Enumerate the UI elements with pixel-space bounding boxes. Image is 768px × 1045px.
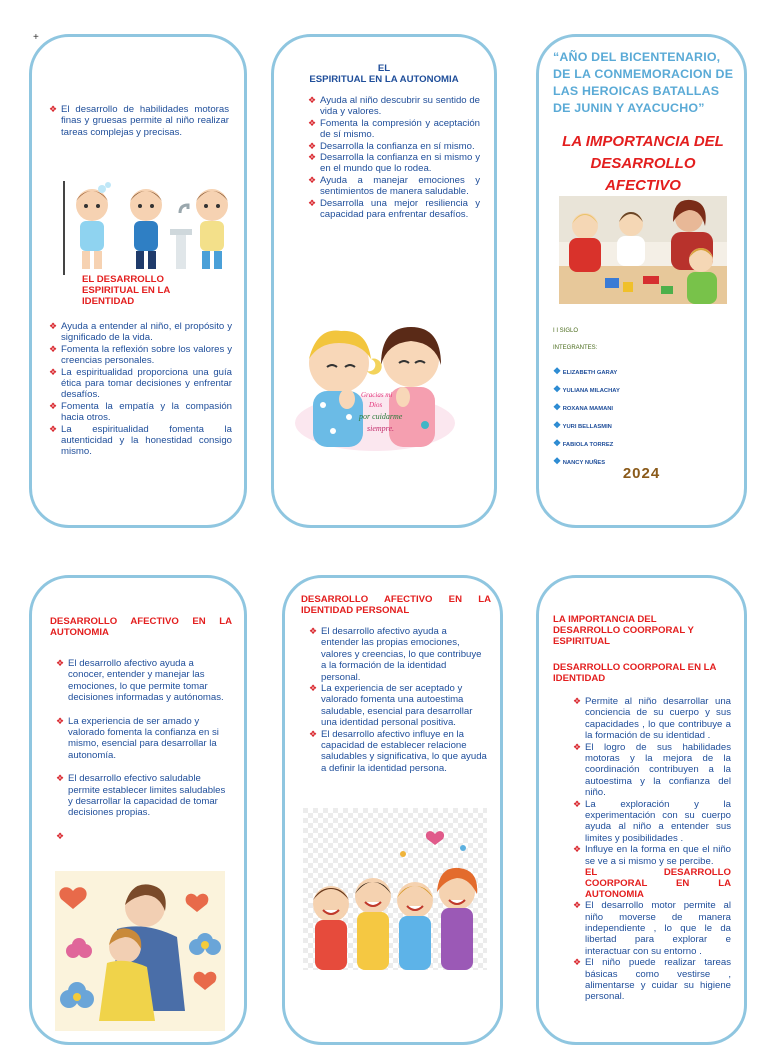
- affective-identity-list: [309, 626, 487, 774]
- panel-spiritual-autonomy: [271, 34, 497, 528]
- section-heading: LA IMPORTANCIA DEL DESARROLLO COORPORAL Y ESPIRITUAL: [553, 614, 694, 647]
- intro-list: [49, 104, 229, 138]
- image-caption-line: Gracias mi: [361, 391, 393, 399]
- spiritual-identity-list: [49, 321, 232, 458]
- list-item: ❖ La exploración y la experimentación con su cuerpo ayuda al niño a entender sus limites y posibilidades .: [573, 799, 731, 845]
- panel-body-spiritual: [536, 575, 747, 1045]
- section-heading: DESARROLLO AFECTIVO EN LA IDENTIDAD PERSONAL: [301, 594, 491, 616]
- list-item: ❖ Desarrolla la confianza en sí mismo.: [308, 141, 480, 152]
- list-item: ❖ Ayuda al niño descubrir su sentido de vida y valores.: [308, 95, 480, 118]
- image-caption-line: por cuidarme: [359, 412, 403, 421]
- plus-mark: +: [33, 32, 39, 43]
- body-identity-list: [573, 696, 731, 1003]
- list-item: ❖ Fomenta la compresión y aceptación de sí mismo.: [308, 118, 480, 141]
- diamond-bullet-icon: ❖: [553, 455, 562, 466]
- diamond-bullet-icon: ❖: [553, 437, 562, 448]
- list-item: ❖ Desarrolla una mejor resiliencia y capacidad para enfrentar desafíos.: [308, 198, 480, 221]
- list-item: ❖ El desarrollo afectivo influye en la capacidad de establecer relacione saludables y significativa, lo que ayuda a definir la identidad persona.: [309, 729, 487, 775]
- list-item: ❖ Ayuda a entender al niño, el propósito y significado de la vida.: [49, 321, 232, 344]
- panel-cover: [536, 34, 747, 528]
- affective-autonomy-list: [56, 658, 228, 842]
- list-item: ❖ El logro de sus habilidades motoras y la mejora de la coordinación contribuyen a la autoestima y la confianza del niño.: [573, 742, 731, 799]
- members-label: INTEGRANTES:: [553, 345, 598, 351]
- diamond-bullet-icon: ❖: [553, 419, 562, 430]
- diamond-bullet-icon: ❖: [553, 383, 562, 394]
- list-item: ❖ La espiritualidad proporciona una guía ética para tomar decisiones y enfrentar desafíos.: [49, 367, 232, 401]
- members-list: [553, 364, 733, 471]
- member-item: ❖ YULIANA MILACHAY: [553, 383, 620, 394]
- subsection-heading: DESARROLLO COORPORAL EN LA IDENTIDAD: [553, 662, 717, 684]
- list-item: ❖ Fomenta la empatía y la compasión hacia otros.: [49, 401, 232, 424]
- list-item: ❖ El desarrollo de habilidades motoras finas y gruesas permite al niño realizar tareas complejas y precisas.: [49, 104, 229, 138]
- heading-line: EL: [377, 63, 391, 74]
- image-caption-line: Dios: [369, 401, 383, 409]
- member-item: ❖ ROXANA MAMANI: [553, 401, 614, 412]
- spiritual-autonomy-list: [308, 95, 480, 220]
- panel-motor-spiritual-identity: [29, 34, 247, 528]
- list-item: ❖ Ayuda a manejar emociones y sentimientos de manera saludable.: [308, 175, 480, 198]
- list-item: ❖ Fomenta la reflexión sobre los valores y creencias personales.: [49, 344, 232, 367]
- section-heading: EL DESARROLLO ESPIRITUAL EN LA IDENTIDAD: [82, 274, 170, 307]
- list-item: ❖ La experiencia de ser amado y valorado fomenta la confianza en si mismo, esencial para desarrollar la autonomía.: [56, 716, 228, 762]
- member-item: ❖ FABIOLA TORREZ: [553, 437, 614, 448]
- list-item: [56, 831, 228, 842]
- family-hug-illustration: [55, 871, 225, 1031]
- panel-affective-autonomy: [29, 575, 247, 1045]
- diamond-bullet-icon: ❖: [553, 366, 562, 376]
- member-item: ❖ YURI BELLASMIN: [553, 419, 612, 430]
- member-item: ❖ ELIZABETH GARAY: [553, 366, 618, 376]
- list-item: ❖ El desarrollo motor permite al niño moverse de manera independiente , lo que le da libertad para explorar e interactuar con su entorno .: [573, 900, 731, 957]
- section-heading: [274, 63, 494, 85]
- kids-hygiene-illustration: [62, 179, 240, 275]
- list-item: ❖ Influye en la forma en que el niño se ve a si mismo y se percibe.: [573, 844, 731, 867]
- member-item: ❖ NANCY NUÑES: [553, 455, 606, 466]
- list-item: ❖ El desarrollo afectivo ayuda a entender las propias emociones, valores y creencias, lo que contribuye a la formación de la identidad personal.: [309, 626, 487, 683]
- subsection-heading: EL DESARROLLO COORPORAL EN LA AUTONOMIA: [585, 867, 731, 901]
- list-item: ❖ El niño puede realizar tareas básicas como vestirse , alimentarse y cuidar su higiene personal.: [573, 957, 731, 1003]
- section-heading: DESARROLLO AFECTIVO EN LA AUTONOMIA: [50, 616, 232, 638]
- year: 2024: [622, 465, 661, 482]
- heading-line: ESPIRITUAL EN LA AUTONOMIA: [309, 74, 459, 85]
- motto: “AÑO DEL BICENTENARIO, DE LA CONMEMORACION DE LAS HEROICAS BATALLAS DE JUNIN Y AYACUCHO”: [553, 50, 734, 115]
- happy-kids-illustration: [303, 808, 487, 970]
- children-classroom-photo: [559, 196, 727, 304]
- list-item: ❖ La espiritualidad fomenta la autenticidad y la honestidad consigo mismo.: [49, 424, 232, 458]
- list-item: ❖ El desarrollo efectivo saludable permite establecer limites saludables y desarrollar la capacidad de tomar decisiones propias.: [56, 773, 228, 819]
- cycle-label: I I SIGLO: [553, 328, 579, 334]
- list-item: ❖ La experiencia de ser aceptado y valorado fomenta una autoestima saludable, esencial para desarrollar una identidad personal positiva.: [309, 683, 487, 729]
- list-item: ❖ Permite al niño desarrollar una conciencia de su cuerpo y sus capacidades , lo que contribuye a la formación de su identidad .: [573, 696, 731, 742]
- cover-title: LA IMPORTANCIA DEL DESARROLLO AFECTIVO: [562, 133, 724, 194]
- list-item: ❖ Desarrolla la confianza en si mismo y en el mundo que lo rodea.: [308, 152, 480, 175]
- diamond-bullet-icon: ❖: [553, 401, 562, 412]
- panel-affective-identity: [282, 575, 503, 1045]
- list-item: ❖ El desarrollo afectivo ayuda a conocer, entender y manejar las emociones, lo que permite tomar decisiones informadas y autónomas.: [56, 658, 228, 704]
- praying-kids-illustration: [289, 313, 461, 459]
- image-caption-line: siempre.: [367, 424, 395, 433]
